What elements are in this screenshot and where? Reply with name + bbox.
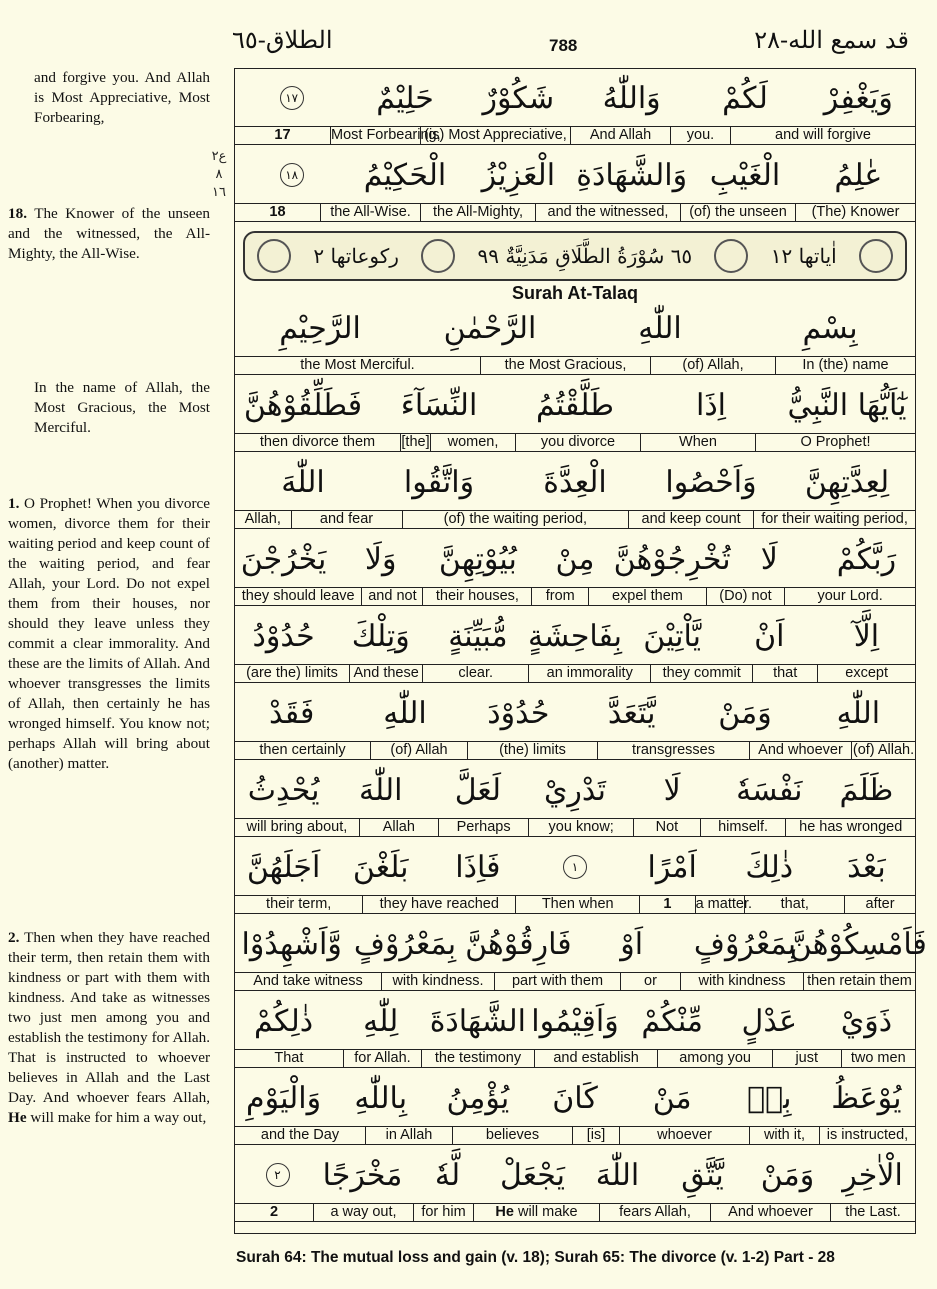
translation-cell: for Allah. — [343, 1050, 421, 1067]
translation-cell: 18 — [269, 204, 286, 220]
ruku-marker: ع٢ ٨ ١٦ — [211, 149, 227, 200]
arabic-word: فَطَلِّقُوْهُنَّ — [243, 387, 363, 423]
banner-ayat-count: اٰیاتها ١٢ — [770, 244, 837, 268]
translation-cell: O Prophet! — [755, 434, 915, 451]
arabic-word: اَمْرًا — [647, 849, 697, 885]
translation-cell: a matter. — [695, 896, 753, 912]
word-by-word-grid — [234, 68, 927, 1234]
arabic-word: الْعِدَّةَ — [543, 464, 607, 500]
translation-cell: 2 — [269, 1204, 279, 1220]
arabic-word: اِذَا — [695, 387, 727, 423]
arabic-word: ذَوَيْ — [840, 1003, 893, 1039]
translation-cell: (are the) limits — [246, 665, 338, 681]
translation-cell: That — [274, 1050, 304, 1066]
banner-ruku-count: رکوعاتها ٢ — [313, 244, 399, 268]
translation-cell: the Last. — [830, 1204, 915, 1221]
translation-cell: or — [620, 973, 680, 990]
arabic-word: مُّبَيِّنَةٍ — [448, 618, 508, 654]
translation-cell: (of) Allah, — [650, 357, 775, 374]
arabic-word: اللّٰهَ — [281, 464, 325, 500]
translation-cell: an immorality — [528, 665, 650, 682]
translation-cell: with kindness — [680, 973, 803, 990]
translation-cell: and will forgive — [730, 127, 915, 144]
translation-cell: then certainly — [259, 742, 346, 758]
translation-cell: (The) Knower — [795, 204, 915, 221]
arabic-word: وَلَا — [364, 541, 397, 577]
arabic-word: الرَّحِيْمِ — [279, 310, 361, 346]
translation-cell: (of) Allah — [370, 742, 467, 759]
ornament-icon — [421, 239, 455, 273]
arabic-word: وَالْيَوْمِ — [246, 1080, 322, 1116]
arabic-word: وَّاَشْهِدُوْا — [241, 926, 342, 962]
arabic-row — [235, 530, 915, 587]
translation-cell: for him — [413, 1204, 473, 1221]
verse-number-icon: ١٧ — [280, 86, 304, 110]
translation-cell: they commit — [650, 665, 752, 682]
translation-cell: Perhaps — [438, 819, 528, 836]
arabic-word: ظَلَمَ — [839, 772, 894, 808]
arabic-word: كَانَ — [552, 1080, 598, 1116]
translation-row — [235, 587, 915, 606]
translation-cell: from — [531, 588, 588, 605]
arabic-word: النِّسَآءَ — [400, 387, 478, 423]
translation-cell: And whoever — [749, 742, 851, 759]
arabic-word: يُؤْمِنُ — [446, 1080, 510, 1116]
arabic-word: بِهٖ — [747, 1080, 792, 1116]
arabic-word: الْعَزِيْزُ — [481, 157, 556, 193]
arabic-word: شَكُوْرٌ — [482, 80, 555, 116]
translation-row — [235, 895, 915, 914]
arabic-word: بُيُوْتِهِنَّ — [438, 541, 517, 577]
arabic-word: تُخْرِجُوْهُنَّ — [613, 541, 731, 577]
header-part-right: قد سمع الله-٢٨ — [754, 26, 909, 54]
arabic-word: لَّهٗ — [434, 1157, 461, 1193]
translation-cell: (of) the waiting period, — [402, 511, 629, 528]
translation-cell: He will make — [473, 1204, 599, 1221]
translation-row — [235, 818, 915, 837]
arabic-word: مِنْ — [555, 541, 595, 577]
arabic-word: اللّٰهِ — [383, 695, 427, 731]
arabic-word: ذٰلِكُمْ — [254, 1003, 314, 1039]
translation-row — [235, 203, 915, 222]
ornament-icon — [714, 239, 748, 273]
arabic-word: رَبَّكُمْ — [836, 541, 897, 577]
arabic-word: اَنْ — [754, 618, 785, 654]
arabic-word: فَاَمْسِكُوْهُنَّ — [789, 926, 927, 962]
translation-cell: for their waiting period, — [753, 511, 915, 528]
arabic-word: عٰلِمُ — [834, 157, 883, 193]
translation-cell: with kindness. — [381, 973, 494, 990]
arabic-word: بَلَغْنَ — [352, 849, 409, 885]
arabic-word: لَعَلَّ — [454, 772, 502, 808]
translation-cell: they should leave — [241, 588, 355, 604]
translation-cell: their term, — [266, 896, 332, 912]
translation-cell: himself. — [700, 819, 786, 836]
translation-cell: When — [640, 434, 755, 451]
translation-cell: expel them — [588, 588, 706, 605]
header-surah-left: الطلاق-٦٥ — [232, 26, 333, 54]
arabic-word: الْغَيْبِ — [709, 157, 781, 193]
page-footer: Surah 64: The mutual loss and gain (v. 18); Surah 65: The divorce (v. 1-2) Part - 28 — [236, 1249, 835, 1266]
translation-cell: the testimony — [421, 1050, 534, 1067]
arabic-word: وَاتَّقُوا — [403, 464, 475, 500]
translation-cell: transgresses — [597, 742, 749, 759]
translation-cell: (is) Most Appreciative, — [420, 127, 570, 144]
translation-row — [235, 126, 915, 145]
arabic-word: اِلَّآ — [853, 618, 880, 654]
arabic-word: الرَّحْمٰنِ — [443, 310, 537, 346]
translation-cell: Then when — [515, 896, 639, 913]
surah-banner — [243, 231, 907, 281]
arabic-word: لَا — [760, 541, 778, 577]
translation-cell: among you — [657, 1050, 772, 1067]
arabic-word: بِمَعْرُوْفٍ — [693, 926, 797, 962]
arabic-word: يُوْعَظُ — [831, 1080, 902, 1116]
arabic-word: يُحْدِثُ — [247, 772, 320, 808]
translation-cell: their houses, — [422, 588, 531, 605]
translation-cell: except — [817, 665, 915, 682]
translation-cell: that — [752, 665, 817, 682]
arabic-row — [235, 69, 915, 126]
arabic-row — [235, 376, 915, 433]
translation-cell: part with them — [494, 973, 620, 990]
translation-cell: your Lord. — [784, 588, 915, 605]
arabic-word: ذٰلِكَ — [745, 849, 794, 885]
ornament-icon — [257, 239, 291, 273]
arabic-word: بِاللّٰهِ — [354, 1080, 408, 1116]
translation-cell: Not — [633, 819, 700, 836]
translation-cell: believes — [452, 1127, 572, 1144]
translation-cell: with it, — [749, 1127, 819, 1144]
translation-row — [235, 356, 915, 375]
arabic-row — [235, 1069, 915, 1126]
translation-cell: And these — [349, 665, 422, 682]
translation-cell: In (the) name — [775, 357, 915, 374]
arabic-word: اللّٰهِ — [638, 310, 682, 346]
arabic-word: وَيَغْفِرْ — [823, 80, 893, 116]
verse-number-icon: ٢ — [266, 1163, 290, 1187]
arabic-word: فَاِذَا — [455, 849, 501, 885]
translation-cell: the All-Mighty, — [420, 204, 535, 221]
arabic-word: اَجَلَهُنَّ — [246, 849, 321, 885]
translation-cell: that, — [744, 896, 844, 913]
surah-title: Surah At-Talaq — [511, 283, 638, 303]
translation-cell: 1 — [639, 896, 694, 913]
arabic-row — [235, 761, 915, 818]
translation-cell: (the) limits — [467, 742, 597, 759]
arabic-word: وَتِلْكَ — [351, 618, 410, 654]
arabic-word: لَكُمْ — [722, 80, 768, 116]
translation-cell: and keep count — [628, 511, 753, 528]
translation-cell: then divorce them — [259, 434, 376, 450]
translation-cell: fears Allah, — [599, 1204, 710, 1221]
translation-row — [235, 664, 915, 683]
translation-cell: And Allah — [570, 127, 670, 144]
translation-cell: two men — [841, 1050, 915, 1067]
translation-cell: the All-Wise. — [320, 204, 420, 221]
translation-cell: and not — [361, 588, 422, 605]
translation-cell: [is] — [572, 1127, 619, 1144]
arabic-word — [235, 1150, 320, 1200]
ornament-icon — [859, 239, 893, 273]
arabic-word: الْحَكِيْمُ — [363, 157, 447, 193]
translation-row — [235, 433, 915, 452]
arabic-word: يَخْرُجْنَ — [240, 541, 327, 577]
arabic-word: اللّٰهَ — [595, 1157, 640, 1193]
arabic-row — [235, 684, 915, 741]
translation-cell: the Most Merciful. — [300, 357, 415, 373]
page-number: 788 — [549, 36, 578, 55]
arabic-word: اَوْ — [620, 926, 644, 962]
translation-cell: Allah — [359, 819, 438, 836]
translation-cell: Allah, — [244, 511, 281, 527]
arabic-word: مَخْرَجًا — [322, 1157, 403, 1193]
translation-cell: and the witnessed, — [535, 204, 680, 221]
translation-cell: Most Forbearing, — [331, 127, 441, 143]
arabic-word: لِعِدَّتِهِنَّ — [804, 464, 890, 500]
translation-cell: you know; — [528, 819, 633, 836]
arabic-word: حُدُوْدُ — [252, 618, 315, 654]
translation-paragraph-1: 1. O Prophet! When you divorce women, divorce them for their waiting period and keep count of the waiting period, and fear Allah, your Lord. Do not expel them from their houses, nor should they leave unless they commit a clear immorality. And these are the limits of Allah. And whoever transgresses the limits of Allah, then certainly he has wronged himself. You know not; perhaps Allah will bring about (another) matter. — [8, 495, 210, 772]
translation-row — [235, 1049, 915, 1068]
translation-cell: whoever — [619, 1127, 749, 1144]
translation-cell: clear. — [422, 665, 528, 682]
arabic-word: وَاللّٰهُ — [602, 80, 661, 116]
translation-cell: after — [844, 896, 915, 913]
translation-cell: in Allah — [365, 1127, 452, 1144]
translation-cell: [the] — [401, 434, 430, 450]
arabic-word — [235, 150, 348, 200]
translation-cell: you. — [670, 127, 730, 144]
translation-cell: is instructed, — [819, 1127, 915, 1144]
arabic-word: بَعْدَ — [847, 849, 886, 885]
arabic-word: وَاَحْصُوا — [665, 464, 757, 500]
arabic-word: مَنْ — [652, 1080, 692, 1116]
arabic-word: يَّاْتِيْنَ — [643, 618, 701, 654]
translation-row — [235, 972, 915, 991]
translation-cell: they have reached — [362, 896, 515, 913]
arabic-word: حَلِيْمٌ — [376, 80, 434, 116]
arabic-word: طَلَّقْتُمُ — [536, 387, 615, 423]
verse-number-icon: ١٨ — [280, 163, 304, 187]
page-header — [0, 0, 937, 66]
translation-cell: And whoever — [710, 1204, 830, 1221]
translation-basmala: In the name of Allah, the Most Gracious, the Most Merciful. — [34, 379, 210, 436]
arabic-word: فَقَدْ — [269, 695, 315, 731]
arabic-row — [235, 299, 915, 356]
arabic-word — [526, 842, 623, 892]
arabic-word: وَمَنْ — [718, 695, 772, 731]
translation-cell: and establish — [534, 1050, 657, 1067]
arabic-word: وَاَقِيْمُوا — [531, 1003, 619, 1039]
translation-cell: women, — [430, 434, 515, 451]
arabic-word: وَالشَّهَادَةِ — [576, 157, 688, 193]
arabic-word: حُدُوْدَ — [487, 695, 550, 731]
arabic-row — [235, 915, 927, 972]
translation-cell: (of) the unseen — [680, 204, 795, 221]
translation-paragraph-18: 18. The Knower of the unseen and the witnessed, the All-Mighty, the All-Wise. — [8, 205, 210, 262]
translation-cell: 17 — [274, 127, 291, 143]
translation-row — [235, 1126, 915, 1145]
arabic-row — [235, 992, 915, 1049]
translation-cell: just — [772, 1050, 841, 1067]
translation-cell: then retain them — [803, 973, 915, 990]
translation-cell: and the Day — [260, 1127, 340, 1143]
translation-cell: (of) Allah. — [852, 742, 915, 758]
arabic-word: يٰٓاَيُّهَا النَّبِيُّ — [787, 387, 907, 423]
arabic-word: اللّٰهِ — [836, 695, 881, 731]
translation-cell: the Most Gracious, — [480, 357, 650, 374]
translation-cell: (Do) not — [706, 588, 784, 605]
translation-cell: and fear — [291, 511, 402, 528]
arabic-word: الشَّهَادَةَ — [429, 1003, 526, 1039]
arabic-word: الْاٰخِرِ — [842, 1157, 903, 1193]
arabic-word: يَّتَّقِ — [681, 1157, 724, 1193]
arabic-row — [235, 838, 915, 895]
arabic-word: بِسْمِ — [802, 310, 858, 346]
arabic-word: نَفْسَهٗ — [736, 772, 803, 808]
verse-number-icon: ١ — [563, 855, 587, 879]
arabic-row — [235, 453, 915, 510]
arabic-row — [235, 1146, 915, 1203]
translation-paragraph-17: and forgive you. And Allah is Most Appreciative, Most Forbearing, — [34, 69, 210, 126]
translation-row — [235, 510, 915, 529]
arabic-word — [235, 73, 348, 123]
translation-cell: And take witness — [253, 973, 363, 989]
arabic-row — [235, 146, 915, 203]
translation-paragraph-2: 2. Then when they have reached their term, then retain them with kindness or part with them with kindness. And take as witnesses two just men among you and establish the testimony for Allah. That is instructed to whoever believes in Allah and the Last Day. And whoever fears Allah, He will make for him a way out, — [8, 929, 210, 1126]
arabic-word: بِفَاحِشَةٍ — [527, 618, 623, 654]
arabic-word: فَارِقُوْهُنَّ — [465, 926, 572, 962]
translation-cell: will bring about, — [246, 819, 348, 835]
arabic-word: لَا — [663, 772, 681, 808]
translation-row — [235, 741, 915, 760]
translation-row — [235, 1203, 915, 1222]
arabic-row — [235, 607, 915, 664]
translation-column — [0, 66, 232, 1246]
translation-cell: a way out, — [313, 1204, 413, 1221]
translation-cell: he has wronged — [785, 819, 915, 836]
arabic-word: يَجْعَلْ — [500, 1157, 565, 1193]
arabic-word: لِلّٰهِ — [363, 1003, 399, 1039]
arabic-word: بِمَعْرُوْفٍ — [353, 926, 457, 962]
banner-surah-name: ٦٥ سُوْرَةُ الطَّلَاقِ مَدَنِيَّةٌ ٩٩ — [477, 244, 693, 268]
arabic-word: عَدْلٍ — [741, 1003, 797, 1039]
arabic-word: يَّتَعَدَّ — [607, 695, 656, 731]
arabic-word: تَدْرِيْ — [543, 772, 607, 808]
translation-cell: you divorce — [515, 434, 640, 451]
arabic-word: وَمَنْ — [760, 1157, 815, 1193]
arabic-word: مِّنْكُمْ — [641, 1003, 703, 1039]
arabic-word: اللّٰهَ — [358, 772, 403, 808]
